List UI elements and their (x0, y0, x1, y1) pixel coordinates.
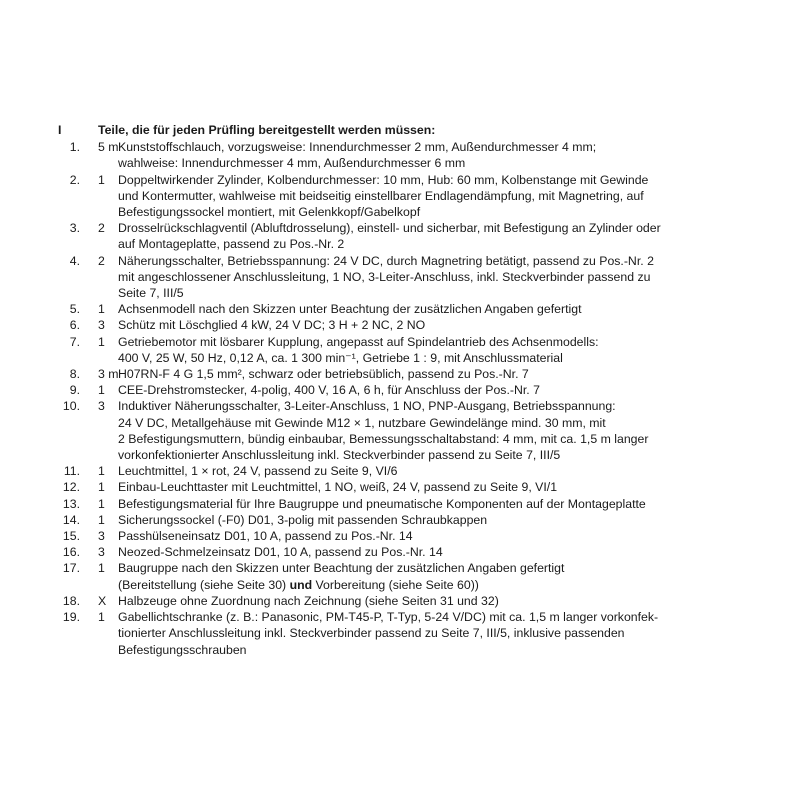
list-item (58, 512, 758, 528)
list-item (58, 593, 758, 609)
item-number: 8. (69, 367, 80, 382)
description-text: (Bereitstellung (siehe Seite 30) (118, 577, 290, 592)
description-line: und Kontermutter, wahlweise mit beidseitig einstellbarer Endlagendämpfung, mit Magnetring, auf (118, 188, 644, 203)
list-item (58, 528, 758, 544)
item-quantity: 3 m (98, 367, 119, 382)
description-line: Halbzeuge ohne Zuordnung nach Zeichnung (siehe Seiten 31 und 32) (118, 593, 499, 608)
description-emphasis: und (289, 577, 313, 592)
list-item (58, 560, 758, 592)
description-line: Getriebemotor mit lösbarer Kupplung, angepasst auf Spindelantrieb des Achsenmodells: (118, 334, 599, 349)
item-quantity: 1 (98, 496, 105, 511)
item-description (116, 172, 720, 221)
description-line: 400 V, 25 W, 50 Hz, 0,12 A, ca. 1 300 min⁻¹, Getriebe 1 : 9, mit Anschlussmaterial (118, 350, 563, 365)
item-description (116, 512, 720, 528)
item-description (116, 253, 720, 302)
item-quantity: 1 (98, 464, 105, 479)
description-line: 2 Befestigungsmuttern, bündig einbaubar, Bemessungsschaltabstand: 4 mm, mit ca. 1,5 m langer (118, 431, 649, 446)
item-number: 4. (69, 253, 80, 268)
description-line: 24 V DC, Metallgehäuse mit Gewinde M12 × 1, nutzbare Gewindelänge mind. 30 mm, mit (118, 415, 606, 430)
item-quantity: 1 (98, 610, 105, 625)
description-line: auf Montageplatte, passend zu Pos.-Nr. 2 (118, 237, 345, 252)
section-title: Teile, die für jeden Prüfling bereitgestellt werden müssen: (98, 123, 436, 137)
description-line: Drosselrückschlagventil (Abluftdrosselung), einstell- und sicherbar, mit Befestigung an Zylinder oder (118, 221, 661, 236)
item-quantity: 3 (98, 399, 105, 414)
item-number: 18. (62, 593, 80, 608)
list-item (58, 220, 758, 252)
description-line: Befestigungssockel montiert, mit Gelenkkopf/Gabelkopf (118, 205, 421, 220)
list-item (58, 366, 758, 382)
list-item (58, 609, 758, 658)
list-item (58, 139, 758, 171)
item-number: 16. (62, 545, 80, 560)
description-line: Schütz mit Löschglied 4 kW, 24 V DC; 3 H + 2 NC, 2 NO (118, 318, 426, 333)
item-description (116, 366, 720, 382)
description-line: Seite 7, III/5 (118, 286, 184, 301)
item-description (116, 528, 720, 544)
description-line: vorkonfektionierter Anschlussleitung inkl. Steckverbinder passend zu Seite 7, III/5 (118, 448, 561, 463)
item-description (116, 334, 720, 366)
description-line: Kunststoffschlauch, vorzugsweise: Innendurchmesser 2 mm, Außendurchmesser 4 mm; (118, 140, 597, 155)
item-description (116, 593, 720, 609)
description-line: Gabellichtschranke (z. B.: Panasonic, PM-T45-P, T-Typ, 5-24 V/DC) mit ca. 1,5 m langer vorkonfek- (118, 610, 659, 625)
description-line: Induktiver Näherungsschalter, 3-Leiter-Anschluss, 1 NO, PNP-Ausgang, Betriebsspannung: (118, 399, 616, 414)
description-line (118, 577, 720, 593)
description-line: Passhülseneinsatz D01, 10 A, passend zu Pos.-Nr. 14 (118, 529, 413, 544)
item-description (116, 139, 720, 171)
item-quantity: X (98, 593, 107, 608)
item-quantity: 2 (98, 221, 105, 236)
item-number: 7. (69, 334, 80, 349)
item-number: 9. (69, 383, 80, 398)
item-number: 19. (62, 610, 80, 625)
list-item (58, 317, 758, 333)
description-line: Doppeltwirkender Zylinder, Kolbendurchmesser: 10 mm, Hub: 60 mm, Kolbenstange mit Gewinde (118, 172, 649, 187)
item-description (116, 496, 720, 512)
item-quantity: 1 (98, 480, 105, 495)
item-number: 13. (62, 496, 80, 511)
list-item (58, 172, 758, 221)
item-quantity: 1 (98, 302, 105, 317)
item-number: 17. (62, 561, 80, 576)
item-quantity: 3 (98, 545, 105, 560)
item-description (116, 560, 720, 592)
description-line: Einbau-Leuchttaster mit Leuchtmittel, 1 NO, weiß, 24 V, passend zu Seite 9, VI/1 (118, 480, 558, 495)
item-number: 12. (62, 480, 80, 495)
item-quantity: 1 (98, 561, 105, 576)
item-number: 5. (69, 302, 80, 317)
list-item (58, 463, 758, 479)
description-line: Befestigungsschrauben (118, 642, 247, 657)
item-description (116, 301, 720, 317)
item-description (116, 317, 720, 333)
item-quantity: 1 (98, 172, 105, 187)
item-quantity: 3 (98, 529, 105, 544)
list-item (58, 382, 758, 398)
item-description (116, 544, 720, 560)
item-number: 14. (62, 512, 80, 527)
list-item (58, 496, 758, 512)
section-number: I (58, 123, 62, 137)
description-line: Neozed-Schmelzeinsatz D01, 10 A, passend zu Pos.-Nr. 14 (118, 545, 443, 560)
item-description (116, 220, 720, 252)
item-description (116, 609, 720, 658)
item-description (116, 463, 720, 479)
description-line: H07RN-F 4 G 1,5 mm², schwarz oder betriebsüblich, passend zu Pos.-Nr. 7 (118, 367, 529, 382)
item-quantity: 3 (98, 318, 105, 333)
description-line: tionierter Anschlussleitung inkl. Steckverbinder passend zu Seite 7, III/5, inklusive passenden (118, 626, 625, 641)
item-quantity: 1 (98, 334, 105, 349)
item-number: 2. (69, 172, 80, 187)
list-item (58, 253, 758, 302)
item-quantity: 5 m (98, 140, 119, 155)
description-line: wahlweise: Innendurchmesser 4 mm, Außendurchmesser 6 mm (118, 156, 466, 171)
description-line: CEE-Drehstromstecker, 4-polig, 400 V, 16 A, 6 h, für Anschluss der Pos.-Nr. 7 (118, 383, 540, 398)
parts-list (58, 122, 758, 658)
item-quantity: 1 (98, 383, 105, 398)
item-description (116, 398, 720, 463)
item-number: 11. (63, 464, 80, 479)
description-line: Sicherungssockel (-F0) D01, 3-polig mit passenden Schraubkappen (118, 512, 488, 527)
description-line: mit angeschlossener Anschlussleitung, 1 NO, 3-Leiter-Anschluss, inkl. Steckverbinder passend zu (118, 269, 651, 284)
item-description (116, 479, 720, 495)
item-quantity: 1 (98, 512, 105, 527)
item-description (116, 382, 720, 398)
list-item (58, 479, 758, 495)
section-heading (58, 122, 758, 138)
list-item (58, 544, 758, 560)
description-line: Achsenmodell nach den Skizzen unter Beachtung der zusätzlichen Angaben gefertigt (118, 302, 582, 317)
item-list (58, 139, 758, 658)
item-number: 3. (69, 221, 80, 236)
item-number: 1. (69, 140, 80, 155)
list-item (58, 301, 758, 317)
list-item (58, 334, 758, 366)
item-number: 6. (69, 318, 80, 333)
description-text: Vorbereitung (siehe Seite 60)) (312, 577, 479, 592)
list-item (58, 398, 758, 463)
description-line: Näherungsschalter, Betriebsspannung: 24 V DC, durch Magnetring betätigt, passend zu Pos.-Nr. 2 (118, 253, 654, 268)
description-line: Befestigungsmaterial für Ihre Baugruppe und pneumatische Komponenten auf der Montageplatte (118, 496, 646, 511)
item-quantity: 2 (98, 253, 105, 268)
item-number: 15. (62, 529, 80, 544)
item-number: 10. (62, 399, 80, 414)
description-line: Leuchtmittel, 1 × rot, 24 V, passend zu Seite 9, VI/6 (118, 464, 398, 479)
description-line: Baugruppe nach den Skizzen unter Beachtung der zusätzlichen Angaben gefertigt (118, 561, 565, 576)
